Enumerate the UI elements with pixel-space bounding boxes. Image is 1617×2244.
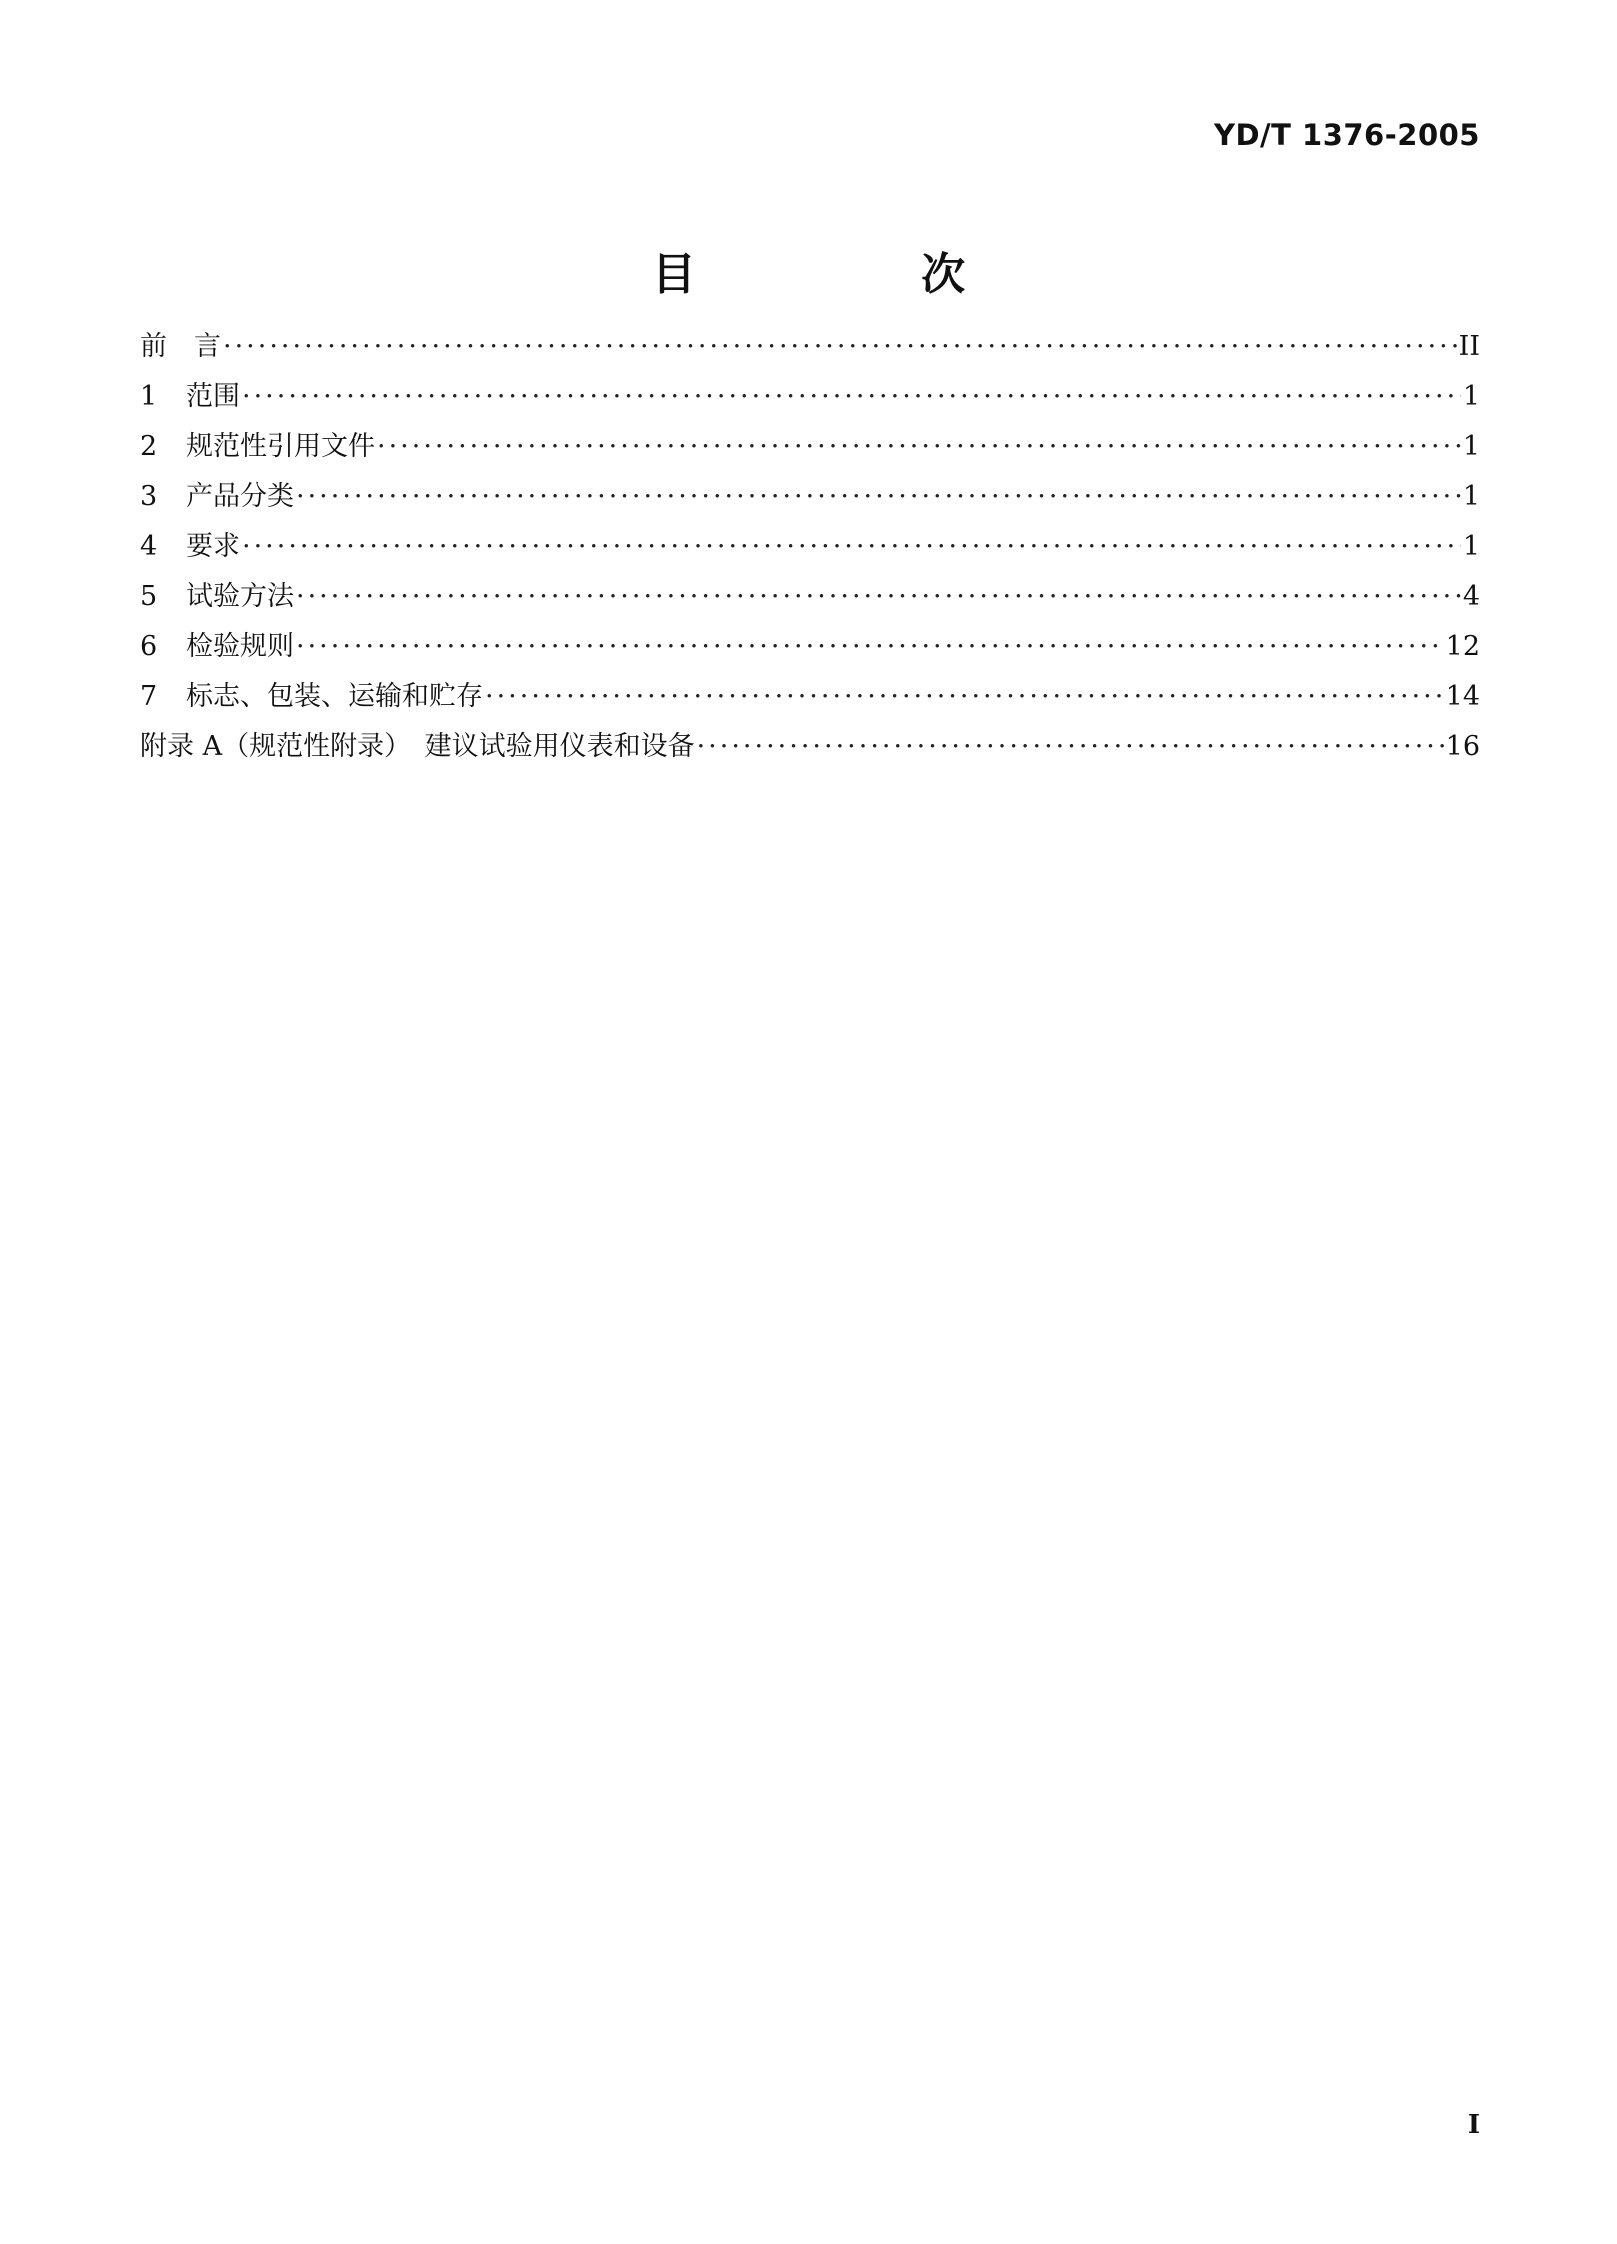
toc-entry-label: 产品分类 (186, 481, 294, 512)
toc-entry-page: 12 (1445, 631, 1480, 662)
toc-entry-classification[interactable] (140, 472, 1480, 522)
toc-entry-label: 检验规则 (186, 631, 294, 662)
toc-entry-page: 1 (1462, 381, 1480, 412)
toc-entry-label: 附录 A（规范性附录） 建议试验用仪表和设备 (140, 731, 695, 762)
toc-entry-inspection-rules[interactable] (140, 622, 1480, 672)
toc-entry-annex-a[interactable] (140, 722, 1480, 772)
page-number: I (1467, 2110, 1480, 2140)
page-title: 目 次 (651, 249, 1036, 300)
toc-entry-page: 4 (1462, 581, 1480, 612)
toc-entry-label: 前 言 (140, 331, 221, 362)
toc-entry-page: 16 (1445, 731, 1480, 762)
toc-dot-leader (242, 372, 1461, 422)
toc-entry-number: 5 (140, 581, 158, 612)
toc-entry-label: 试验方法 (186, 581, 294, 612)
toc-entry-label: 规范性引用文件 (186, 431, 375, 462)
toc-entry-label: 范围 (186, 381, 240, 412)
toc-entry-scope[interactable] (140, 372, 1480, 422)
toc-dot-leader (296, 472, 1461, 522)
toc-dot-leader (296, 572, 1461, 622)
table-of-contents (140, 322, 1480, 772)
toc-dot-leader (296, 622, 1444, 672)
toc-dot-leader (242, 522, 1461, 572)
toc-dot-leader (485, 672, 1444, 722)
toc-entry-number: 1 (140, 381, 158, 412)
toc-entry-number: 4 (140, 531, 158, 562)
toc-dot-leader (697, 722, 1444, 772)
toc-entry-test-methods[interactable] (140, 572, 1480, 622)
toc-entry-marking-packaging[interactable] (140, 672, 1480, 722)
toc-entry-label: 标志、包装、运输和贮存 (186, 681, 483, 712)
toc-entry-requirements[interactable] (140, 522, 1480, 572)
toc-entry-page: II (1458, 331, 1480, 362)
toc-entry-normative-references[interactable] (140, 422, 1480, 472)
toc-dot-leader (377, 422, 1461, 472)
toc-entry-number: 6 (140, 631, 158, 662)
toc-entry-page: 14 (1445, 681, 1480, 712)
toc-entry-label: 要求 (186, 531, 240, 562)
toc-dot-leader (223, 322, 1457, 372)
toc-entry-page: 1 (1462, 481, 1480, 512)
document-code: YD/T 1376-2005 (1213, 118, 1480, 152)
toc-entry-number: 3 (140, 481, 158, 512)
toc-entry-number: 7 (140, 681, 158, 712)
toc-entry-page: 1 (1462, 431, 1480, 462)
toc-entry-number: 2 (140, 431, 158, 462)
toc-entry-foreword[interactable] (140, 322, 1480, 372)
toc-entry-page: 1 (1462, 531, 1480, 562)
